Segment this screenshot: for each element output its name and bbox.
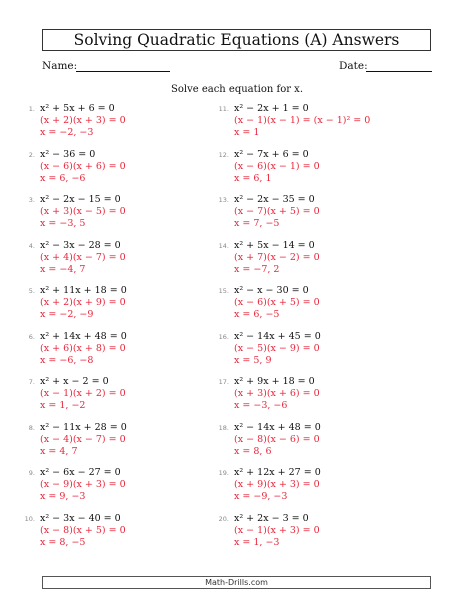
problem-factored: (x + 6)(x + 8) = 0	[40, 342, 126, 354]
instructions: Solve each equation for x.	[171, 84, 303, 95]
problem-solution: x = −2, −9	[40, 309, 94, 320]
problem-solution: x = 5, 9	[234, 354, 272, 366]
problem-factored: (x + 7)(x − 2) = 0	[234, 251, 320, 263]
problem-solution: x = 7, −5	[234, 218, 280, 229]
problem-number: 5.	[28, 287, 35, 295]
name-label: Name:	[42, 60, 78, 72]
problem-number: 10.	[24, 514, 35, 523]
problem-factored: (x + 9)(x + 3) = 0	[234, 479, 320, 490]
name-line	[76, 71, 170, 72]
problem-number: 16.	[218, 332, 229, 341]
problem-equation: x² + 14x + 48 = 0	[40, 330, 127, 342]
footer: Math-Drills.com	[42, 576, 431, 589]
problem-factored: (x − 4)(x − 7) = 0	[40, 433, 126, 445]
problem-equation: x² − 3x − 28 = 0	[40, 239, 121, 251]
problem-equation: x² + 2x − 3 = 0	[234, 512, 309, 524]
problem-number: 2.	[28, 150, 35, 159]
problem-equation: x² + 12x + 27 = 0	[234, 467, 321, 478]
problem-solution: x = −3, 5	[40, 218, 86, 229]
problem-factored: (x − 1)(x + 2) = 0	[40, 388, 126, 399]
problem-factored: (x − 5)(x − 9) = 0	[234, 342, 320, 354]
problem-equation: x² − x − 30 = 0	[234, 285, 309, 296]
problem-factored: (x − 6)(x + 6) = 0	[40, 160, 126, 172]
problem-factored: (x − 9)(x + 3) = 0	[40, 479, 126, 490]
problem-factored: (x − 6)(x − 1) = 0	[234, 160, 320, 172]
problem-solution: x = −2, −3	[40, 127, 94, 138]
problem-solution: x = 1, −3	[234, 536, 280, 548]
problem-equation: x² − 36 = 0	[40, 148, 96, 160]
problem-factored: (x − 1)(x − 1) = (x − 1)² = 0	[234, 115, 371, 126]
date-line	[366, 71, 432, 72]
problem-number: 15.	[218, 287, 229, 295]
problem-factored: (x + 4)(x − 7) = 0	[40, 251, 126, 263]
problem-solution: x = −6, −8	[40, 354, 94, 366]
problem-solution: x = 6, −6	[40, 172, 86, 184]
problem-number: 11.	[218, 105, 229, 113]
problem-number: 3.	[28, 196, 35, 204]
problem-equation: x² − 11x + 28 = 0	[40, 421, 127, 433]
problem-equation: x² − 2x − 15 = 0	[40, 194, 121, 205]
problem-equation: x² − 2x − 35 = 0	[234, 194, 315, 205]
worksheet-title: Solving Quadratic Equations (A) Answers	[42, 29, 431, 51]
problem-solution: x = −9, −3	[234, 491, 288, 502]
problem-equation: x² − 14x + 48 = 0	[234, 421, 321, 433]
problem-number: 6.	[28, 332, 35, 341]
problem-equation: x² − 14x + 45 = 0	[234, 330, 321, 342]
problem-solution: x = 6, 1	[234, 172, 272, 184]
problem-equation: x² − 2x + 1 = 0	[234, 103, 309, 114]
problem-number: 12.	[218, 150, 229, 159]
problem-factored: (x − 8)(x + 5) = 0	[40, 524, 126, 536]
problem-equation: x² − 7x + 6 = 0	[234, 148, 309, 160]
problem-number: 20.	[218, 514, 229, 523]
problem-solution: x = 8, −5	[40, 536, 86, 548]
date-label: Date:	[339, 60, 368, 72]
problem-equation: x² + 5x − 14 = 0	[234, 239, 315, 251]
problem-equation: x² + 5x + 6 = 0	[40, 103, 115, 114]
problem-solution: x = 6, −5	[234, 309, 280, 320]
problem-solution: x = 4, 7	[40, 445, 78, 457]
problem-equation: x² + 9x + 18 = 0	[234, 376, 315, 387]
problem-equation: x² + x − 2 = 0	[40, 376, 109, 387]
problem-equation: x² − 3x − 40 = 0	[40, 512, 121, 524]
problem-number: 7.	[28, 378, 35, 386]
problem-factored: (x − 6)(x + 5) = 0	[234, 297, 320, 308]
problem-factored: (x + 2)(x + 3) = 0	[40, 115, 126, 126]
problem-number: 18.	[218, 423, 229, 432]
problem-solution: x = −3, −6	[234, 400, 288, 411]
problem-number: 8.	[28, 423, 35, 432]
problem-number: 1.	[28, 105, 35, 113]
problem-equation: x² + 11x + 18 = 0	[40, 285, 127, 296]
problem-number: 19.	[218, 469, 229, 477]
problem-number: 13.	[218, 196, 229, 204]
problem-solution: x = 1	[234, 127, 260, 138]
problem-solution: x = −7, 2	[234, 263, 280, 275]
problem-factored: (x + 3)(x + 6) = 0	[234, 388, 320, 399]
problem-factored: (x − 8)(x − 6) = 0	[234, 433, 320, 445]
problem-number: 14.	[218, 241, 229, 250]
problem-solution: x = 9, −3	[40, 491, 86, 502]
problem-number: 4.	[28, 241, 35, 250]
problem-factored: (x + 3)(x − 5) = 0	[40, 206, 126, 217]
problem-number: 9.	[28, 469, 35, 477]
problem-solution: x = 8, 6	[234, 445, 272, 457]
problem-factored: (x − 7)(x + 5) = 0	[234, 206, 320, 217]
problem-factored: (x + 2)(x + 9) = 0	[40, 297, 126, 308]
problem-equation: x² − 6x − 27 = 0	[40, 467, 121, 478]
problem-factored: (x − 1)(x + 3) = 0	[234, 524, 320, 536]
problem-number: 17.	[218, 378, 229, 386]
problem-solution: x = −4, 7	[40, 263, 86, 275]
problem-solution: x = 1, −2	[40, 400, 86, 411]
